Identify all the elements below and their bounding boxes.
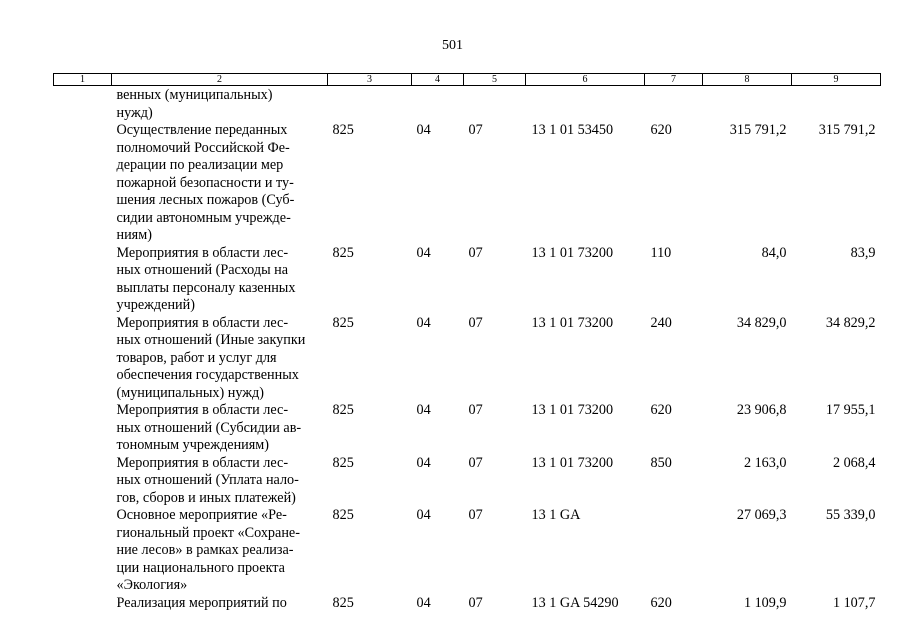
cell-c8: 2 163,0: [743, 454, 787, 471]
cell-c5: 07: [468, 594, 483, 611]
cell-c4: 04: [416, 594, 431, 611]
cell-c6: 13 1 01 73200: [531, 314, 614, 331]
cell-col-1: [54, 595, 112, 613]
cell-c7: 850: [650, 454, 672, 471]
column-header-5: 5: [464, 74, 526, 86]
column-header-3: 3: [328, 74, 412, 86]
column-header-1: 1: [54, 74, 112, 86]
cell-col-1: [54, 86, 112, 123]
name-line: венных (муниципальных): [116, 87, 273, 103]
table-row: [54, 507, 881, 595]
cell-c6: 13 1 01 73200: [531, 454, 614, 471]
cell-c6: 13 1 01 53450: [531, 122, 614, 138]
name-line: тономным учреждениям): [116, 437, 270, 453]
name-line: Реализация мероприятий по: [116, 594, 287, 611]
name-line: «Экология»: [116, 577, 188, 593]
cell-name: [112, 507, 328, 595]
cell-c6: 13 1 GA: [531, 507, 581, 523]
cell-c9: 315 791,2: [818, 122, 876, 138]
name-line: выплаты персоналу казенных: [116, 279, 296, 296]
page-number: 501: [442, 38, 463, 53]
cell-c7: 240: [650, 314, 672, 331]
cell-c3: 825: [332, 594, 354, 611]
cell-c5: 07: [468, 244, 483, 261]
cell-c5: 07: [468, 454, 483, 471]
cell-c6: [526, 86, 645, 123]
name-line: товаров, работ и услуг для: [116, 349, 277, 366]
table-header: [54, 74, 881, 86]
column-header-9: 9: [792, 74, 881, 86]
table-row: [54, 402, 881, 455]
cell-c7: 620: [650, 594, 672, 611]
name-line: Основное мероприятие «Ре-: [116, 507, 287, 523]
cell-c5: 07: [468, 122, 483, 138]
cell-c4: [412, 86, 464, 123]
cell-c6: 13 1 GA 54290: [531, 594, 619, 611]
cell-c8: [703, 86, 792, 123]
cell-col-1: [54, 245, 112, 315]
cell-c5: 07: [468, 402, 483, 418]
name-line: Осуществление переданных: [116, 122, 288, 138]
column-header-4: 4: [412, 74, 464, 86]
table-row: [54, 455, 881, 508]
name-line: ниям): [116, 227, 152, 243]
name-line: Мероприятия в области лес-: [116, 244, 289, 261]
cell-c8: 23 906,8: [736, 402, 787, 418]
cell-c9: 1 107,7: [832, 594, 876, 611]
cell-c8: 34 829,0: [736, 314, 787, 331]
cell-c5: [464, 86, 526, 123]
name-line: Мероприятия в области лес-: [116, 454, 289, 471]
column-header-7: 7: [645, 74, 703, 86]
column-header-6: 6: [526, 74, 645, 86]
cell-c8: 27 069,3: [736, 507, 787, 523]
cell-c4: 04: [416, 122, 431, 138]
cell-c4: 04: [416, 314, 431, 331]
cell-c7: 620: [650, 122, 672, 138]
cell-c6: 13 1 01 73200: [531, 244, 614, 261]
name-line: ных отношений (Иные закупки: [116, 332, 306, 348]
table-row: [54, 122, 881, 245]
name-line: ных отношений (Субсидии ав-: [116, 419, 302, 436]
table-row: [54, 315, 881, 403]
cell-c3: 825: [332, 244, 354, 261]
column-header-2: 2: [112, 74, 328, 86]
cell-c7: [645, 86, 703, 123]
name-line: ных отношений (Уплата нало-: [116, 472, 299, 488]
cell-c9: [792, 86, 881, 123]
name-line: нужд): [116, 104, 153, 121]
name-line: полномочий Российской Фе-: [116, 139, 290, 156]
cell-c9: 17 955,1: [825, 402, 876, 418]
cell-c3: 825: [332, 402, 354, 418]
name-line: ние лесов» в рамках реализа-: [116, 542, 294, 558]
column-header-8: 8: [703, 74, 792, 86]
cell-name: [112, 595, 328, 613]
cell-c4: 04: [416, 244, 431, 261]
cell-name: [112, 86, 328, 123]
name-line: ции национального проекта: [116, 559, 285, 576]
cell-col-1: [54, 315, 112, 403]
cell-c3: 825: [332, 314, 354, 331]
cell-c4: 04: [416, 454, 431, 471]
cell-c9: 55 339,0: [825, 507, 876, 523]
table-row: [54, 86, 881, 123]
cell-col-1: [54, 122, 112, 245]
cell-c8: 84,0: [761, 244, 787, 261]
cell-c7: [645, 507, 703, 595]
cell-c7: 620: [650, 402, 672, 418]
cell-c4: 04: [416, 402, 431, 418]
cell-c9: 34 829,2: [825, 314, 876, 331]
cell-c3: [328, 86, 412, 123]
table-body: [54, 86, 881, 613]
cell-c8: 1 109,9: [743, 594, 787, 611]
name-line: шения лесных пожаров (Суб-: [116, 192, 295, 208]
name-line: сидии автономным учрежде-: [116, 209, 291, 226]
name-line: (муниципальных) нужд): [116, 384, 264, 401]
cell-c6: 13 1 01 73200: [531, 402, 614, 418]
cell-c5: 07: [468, 507, 483, 523]
cell-c8: 315 791,2: [729, 122, 787, 138]
table-row: [54, 595, 881, 613]
budget-table: [53, 73, 881, 612]
name-line: Мероприятия в области лес-: [116, 402, 289, 418]
name-line: пожарной безопасности и ту-: [116, 174, 294, 191]
name-line: гиональный проект «Сохране-: [116, 524, 300, 541]
cell-name: [112, 315, 328, 403]
name-line: обеспечения государственных: [116, 367, 299, 383]
cell-col-1: [54, 402, 112, 455]
cell-c9: 2 068,4: [832, 454, 876, 471]
cell-c5: 07: [468, 314, 483, 331]
name-line: ных отношений (Расходы на: [116, 262, 289, 278]
cell-c4: 04: [416, 507, 431, 523]
name-line: Мероприятия в области лес-: [116, 314, 289, 331]
cell-name: [112, 122, 328, 245]
cell-c3: 825: [332, 507, 354, 523]
cell-c7: 110: [650, 244, 672, 261]
column-number-row: [54, 74, 881, 86]
cell-col-1: [54, 455, 112, 508]
cell-name: [112, 402, 328, 455]
cell-col-1: [54, 507, 112, 595]
cell-c9: 83,9: [850, 244, 876, 261]
cell-c3: 825: [332, 454, 354, 471]
cell-name: [112, 455, 328, 508]
table-row: [54, 245, 881, 315]
name-line: гов, сборов и иных платежей): [116, 489, 296, 506]
cell-c3: 825: [332, 122, 354, 138]
name-line: дерации по реализации мер: [116, 157, 284, 173]
name-line: учреждений): [116, 297, 195, 313]
cell-name: [112, 245, 328, 315]
